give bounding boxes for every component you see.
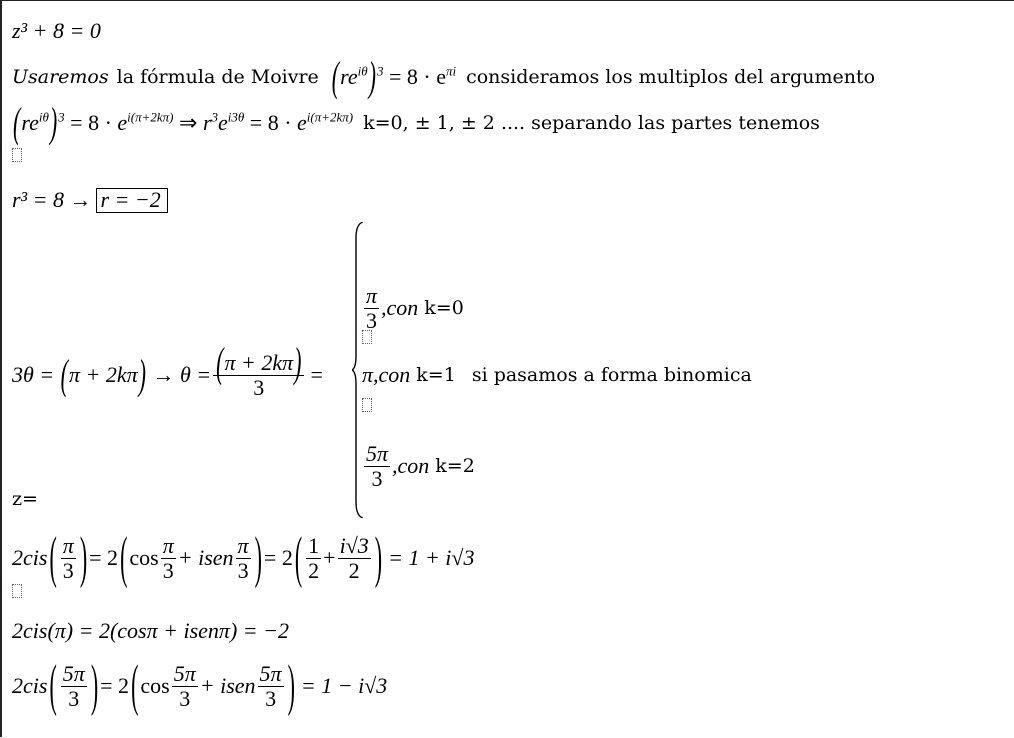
solution-k0: 2cis ( $\frac{\pi}{3}$ ) = 2 ( cos $\frac{\pi}{3}$ + isen $\frac{\pi}{3}$ ) = 2 ( $\frac{1}{2}$ + $\frac{i√3}{2}$ ) = 1 + i√3 [12,524,475,590]
solution-k2: 2cis ( $\frac{5\pi}{3}$ ) = 2 ( cos $\frac{5\pi}{3}$ + isen $\frac{5\pi}{3}$ ) = 1 − i√3 [12,652,388,718]
general-formula: $(re^{i\theta})^3 = 8 \cdot e^{i(\pi+2k\pi)}$ ⇒ $r^3e^{i3\theta} = 8 \cdot e^{i(\pi+2k\pi)}$ [13,98,354,146]
case-k0: $\frac{\pi}{3}$ ,con k=0 [366,282,464,333]
solution-k2-result: = 1 − i√3 [300,673,388,698]
moivre-phrase: la fórmula de Moivre [116,66,319,88]
modulus-equation: r³ = 8 → [12,187,92,212]
moivre-tail: consideramos los multiplos del argumento [466,66,876,88]
equation-z-cubed: z³ + 8 = 0 [12,18,101,43]
argument-equation: 3θ = (π + 2kπ) → θ = $\frac{(\pi + 2k\pi)}{3}$ = [12,337,323,400]
case-k0-text: k=0 [424,297,464,319]
placeholder-box [12,584,22,598]
case-k1-text: k=1 [416,364,456,386]
moivre-line [12,52,876,100]
moivre-formula: $(re^{i\theta})^3 = 8 \cdot e^{\pi i}$ [331,52,457,100]
multiples-line [12,98,820,146]
modulus-result-boxed: r = −2 [96,188,168,213]
solution-k1: 2cis(π) = 2(cosπ + isenπ) = −2 [12,618,289,643]
word-usaremos: Usaremos [12,66,109,88]
theta-fraction: $\frac{(\pi + 2k\pi)}{3}$ [213,352,304,399]
case-k2-text: k=2 [435,455,475,477]
binomial-tail: si pasamos a forma binomica [471,364,752,386]
modulus-line [12,186,168,214]
solution-k0-result: = 1 + i√3 [388,545,475,570]
case-k1: π,con k=1 si pasamos a forma binomica [362,362,752,387]
placeholder-box [362,330,372,344]
placeholder-box [362,398,372,412]
case-k2: $\frac{5\pi}{3}$ ,con k=2 [366,440,475,491]
placeholder-box [12,148,22,162]
k-values-text: k=0, ± 1, ± 2 .... separando las partes tenemos [363,112,820,134]
z-label: z= [12,488,38,510]
